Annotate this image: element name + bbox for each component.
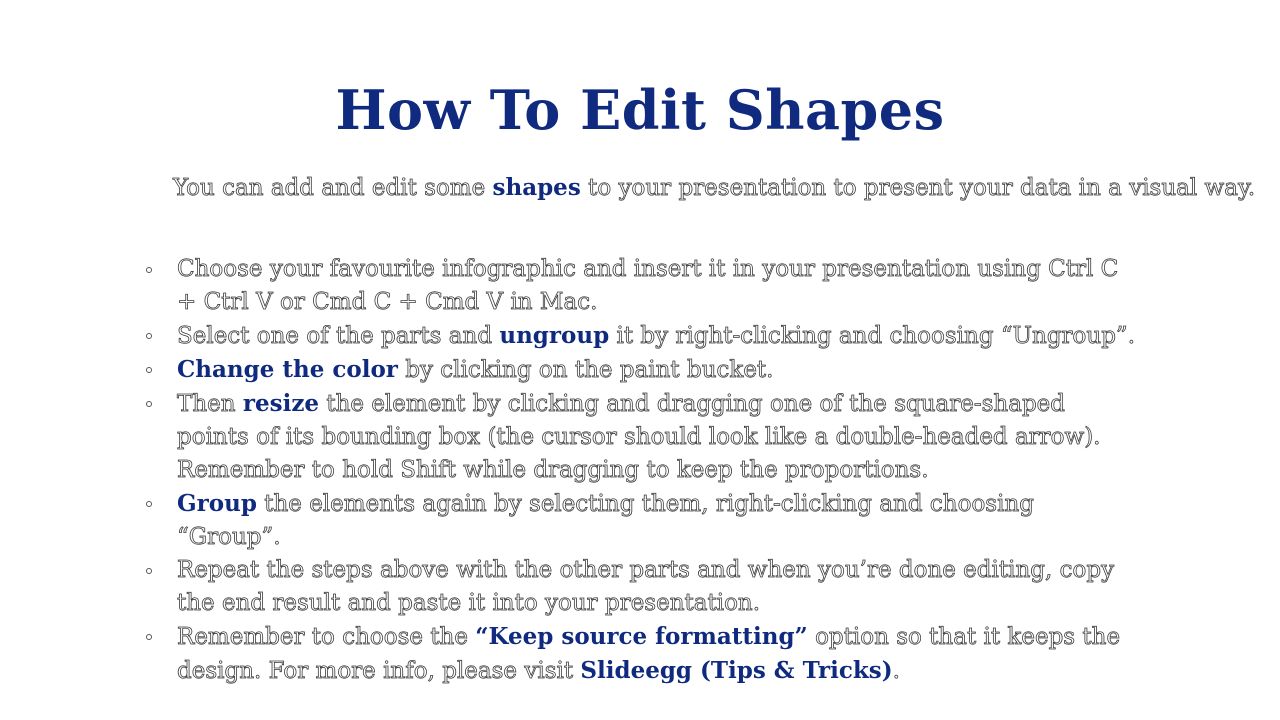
intro-text-before: You can add and edit some — [173, 175, 493, 201]
list-item-text: . — [892, 658, 900, 684]
list-item — [140, 353, 1140, 387]
list-item — [140, 554, 1140, 620]
bullet-circle-icon — [146, 333, 152, 339]
intro-text-after: to your presentation to present your data in a visual way. — [580, 175, 1256, 201]
bullet-circle-icon — [146, 634, 152, 640]
slideegg-link[interactable]: Slideegg (Tips & Tricks) — [580, 657, 893, 684]
list-item — [140, 620, 1140, 688]
list-item — [140, 319, 1140, 353]
intro-paragraph — [173, 172, 1273, 204]
intro-highlight: shapes — [492, 174, 581, 201]
list-item-text: Remember to choose the — [177, 624, 476, 650]
list-item-text: it by right-clicking and choosing “Ungroup”. — [609, 323, 1136, 349]
list-item-text: Choose your favourite infographic and insert it in your presentation using Ctrl C + Ctrl V or Cmd C + Cmd V in Mac. — [177, 256, 1119, 315]
list-item-highlight: resize — [242, 390, 320, 417]
list-item-highlight: ungroup — [499, 322, 610, 349]
list-item-text: the elements again by selecting them, right-clicking and choosing “Group”. — [177, 491, 1034, 550]
page-title: How To Edit Shapes — [335, 78, 945, 142]
list-item-highlight: “Keep source formatting” — [475, 623, 808, 650]
list-item-highlight: Group — [177, 490, 257, 517]
bullet-circle-icon — [146, 367, 152, 373]
instruction-list — [140, 253, 1140, 688]
bullet-circle-icon — [146, 568, 152, 574]
list-item-text: by clicking on the paint bucket. — [397, 357, 774, 383]
list-item — [140, 253, 1140, 319]
list-item — [140, 487, 1140, 554]
list-item-highlight: Change the color — [177, 356, 398, 383]
list-item-text: Then — [177, 391, 243, 417]
bullet-circle-icon — [146, 401, 152, 407]
list-item-text: option so that it keeps the design. For more info, please visit — [177, 624, 1121, 684]
bullet-circle-icon — [146, 267, 152, 273]
bullet-circle-icon — [146, 501, 152, 507]
list-item-text: the element by clicking and dragging one of the square-shaped points of its bounding box (the cursor should look like a double-headed arrow). Remember to hold Shift while dragging to keep the proportions. — [177, 391, 1101, 483]
list-item — [140, 387, 1140, 487]
list-item-text: Select one of the parts and — [177, 323, 500, 349]
list-item-text: Repeat the steps above with the other parts and when you’re done editing, copy the end result and paste it into your presentation. — [177, 557, 1115, 616]
